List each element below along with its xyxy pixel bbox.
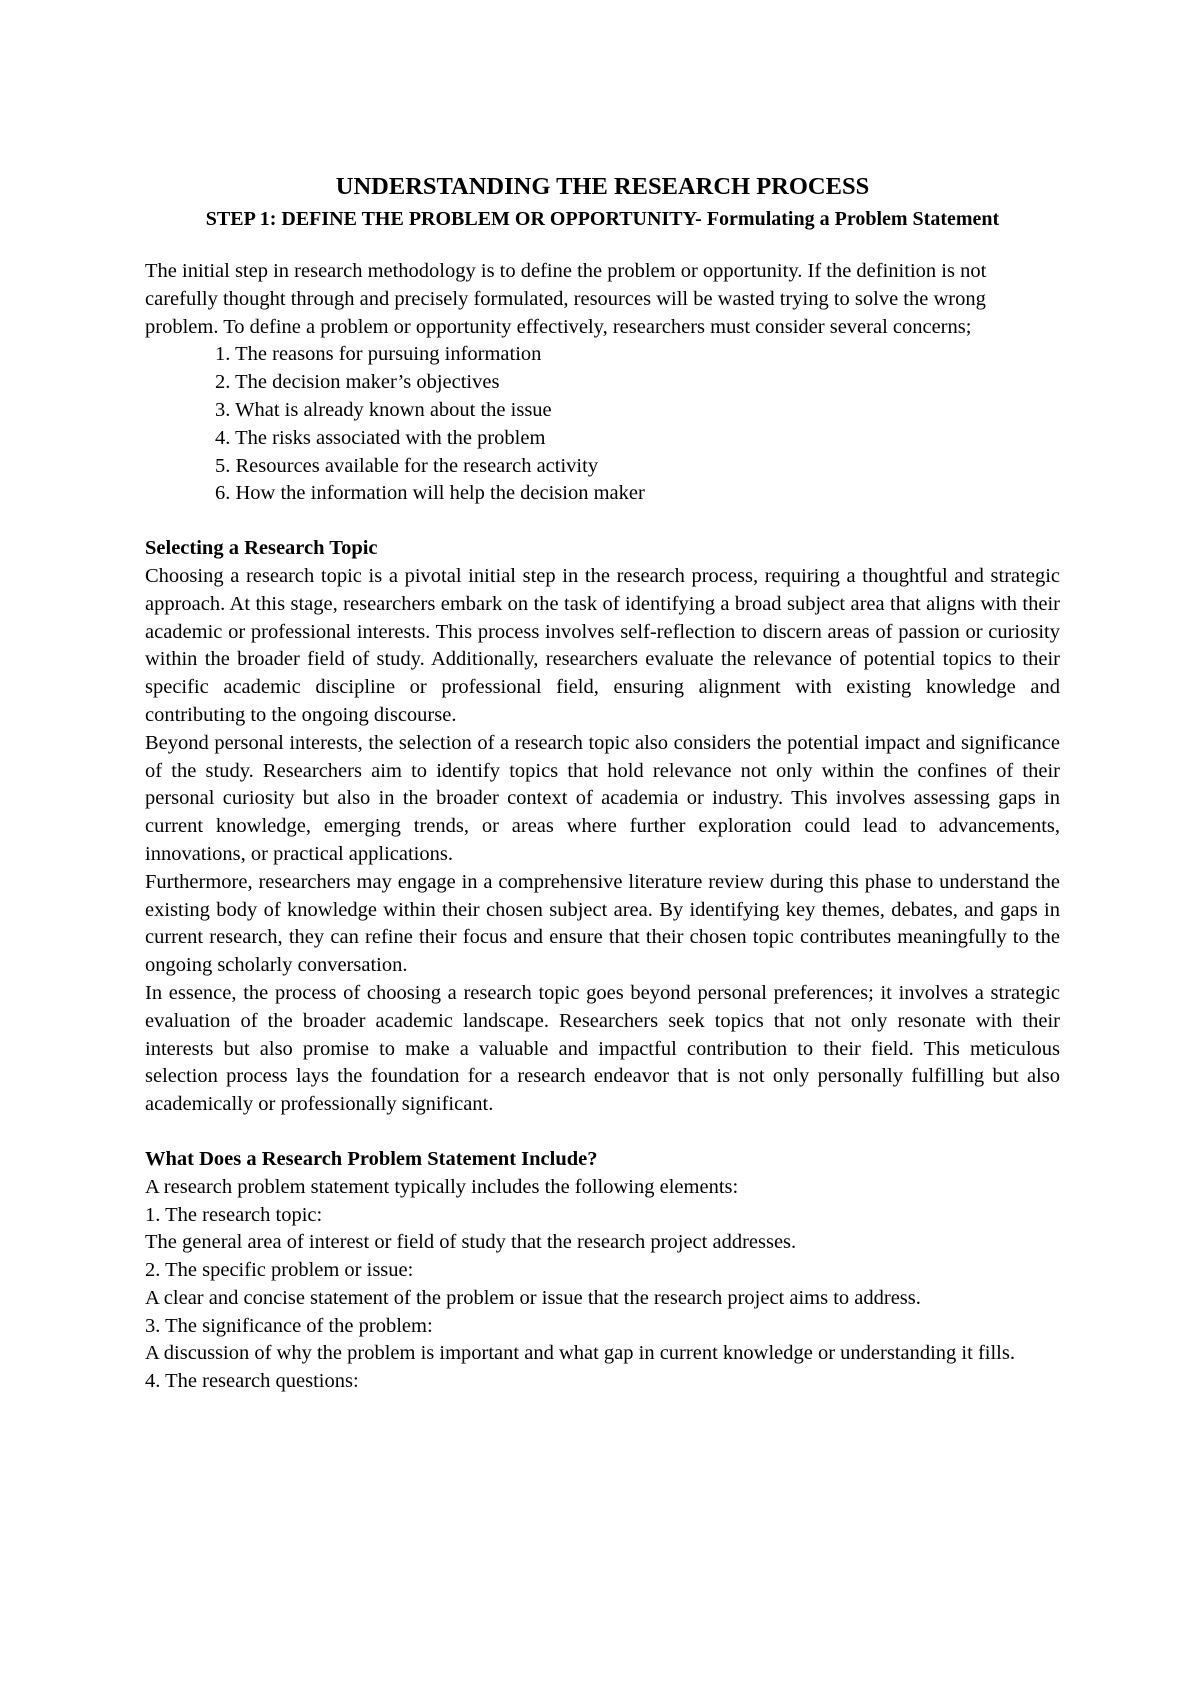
topic-paragraph: In essence, the process of choosing a research topic goes beyond personal preferences; it involves a strategic evaluation of the broader academic landscape. Researchers seek topics that not only resonate with their interests but also promise to make a valuable and impactful contribution to their field. This meticulous selection process lays the foundation for a research endeavor that is not only personally fulfilling but also academically or professionally significant. (145, 981, 1060, 1116)
concern-item: 1. The reasons for pursuing information (215, 343, 542, 366)
statement-item-text: A clear and concise statement of the problem or issue that the research project aims to address. (145, 1286, 921, 1309)
statement-item-label: 1. The research topic: (145, 1203, 323, 1226)
statement-item-text: A discussion of why the problem is important and what gap in current knowledge or understanding it fills. (145, 1342, 1015, 1365)
document-subtitle: STEP 1: DEFINE THE PROBLEM OR OPPORTUNITY- Formulating a Problem Statement (205, 208, 1000, 230)
concern-item: 5. Resources available for the research activity (215, 454, 599, 477)
statement-item-label: 2. The specific problem or issue: (145, 1259, 414, 1282)
section-heading-topic: Selecting a Research Topic (145, 537, 378, 560)
topic-paragraph: Beyond personal interests, the selection of a research topic also considers the potential impact and significance of the study. Researchers aim to identify topics that hold relevance not only within the confines of their personal curiosity but also in the broader context of academia or industry. This involves assessing gaps in current knowledge, emerging trends, or areas where further exploration could lead to advancements, innovations, or practical applications. (145, 731, 1060, 865)
statement-item-label: 3. The significance of the problem: (145, 1314, 433, 1337)
intro-paragraph: The initial step in research methodology is to define the problem or opportunity. If the definition is not carefully thought through and precisely formulated, resources will be wasted trying to solve the wrong problem. To define a problem or opportunity effectively, researchers must consider several concerns; (145, 260, 987, 338)
concern-item: 3. What is already known about the issue (215, 398, 552, 421)
concern-item: 6. How the information will help the decision maker (215, 482, 645, 505)
concern-item: 4. The risks associated with the problem (215, 426, 546, 449)
concern-item: 2. The decision maker’s objectives (215, 371, 500, 394)
section-heading-statement: What Does a Research Problem Statement Include? (145, 1147, 598, 1170)
topic-paragraph: Choosing a research topic is a pivotal initial step in the research process, requiring a thoughtful and strategic approach. At this stage, researchers embark on the task of identifying a broad subject area that aligns with their academic or professional interests. This process involves self-reflection to discern areas of passion or curiosity within the broader field of study. Additionally, researchers evaluate the relevance of potential topics to their specific academic discipline or professional field, ensuring alignment with existing knowledge and contributing to the ongoing discourse. (145, 564, 1060, 726)
document-title: UNDERSTANDING THE RESEARCH PROCESS (335, 173, 870, 200)
document-content (145, 172, 1060, 1396)
concerns-list (145, 341, 1060, 508)
statement-lead: A research problem statement typically includes the following elements: (145, 1175, 739, 1198)
statement-item-text: The general area of interest or field of study that the research project addresses. (145, 1231, 797, 1254)
statement-item-label: 4. The research questions: (145, 1370, 359, 1393)
topic-paragraph: Furthermore, researchers may engage in a comprehensive literature review during this phase to understand the existing body of knowledge within their chosen subject area. By identifying key themes, debates, and gaps in current research, they can refine their focus and ensure that their chosen topic contributes meaningfully to the ongoing scholarly conversation. (145, 870, 1060, 977)
